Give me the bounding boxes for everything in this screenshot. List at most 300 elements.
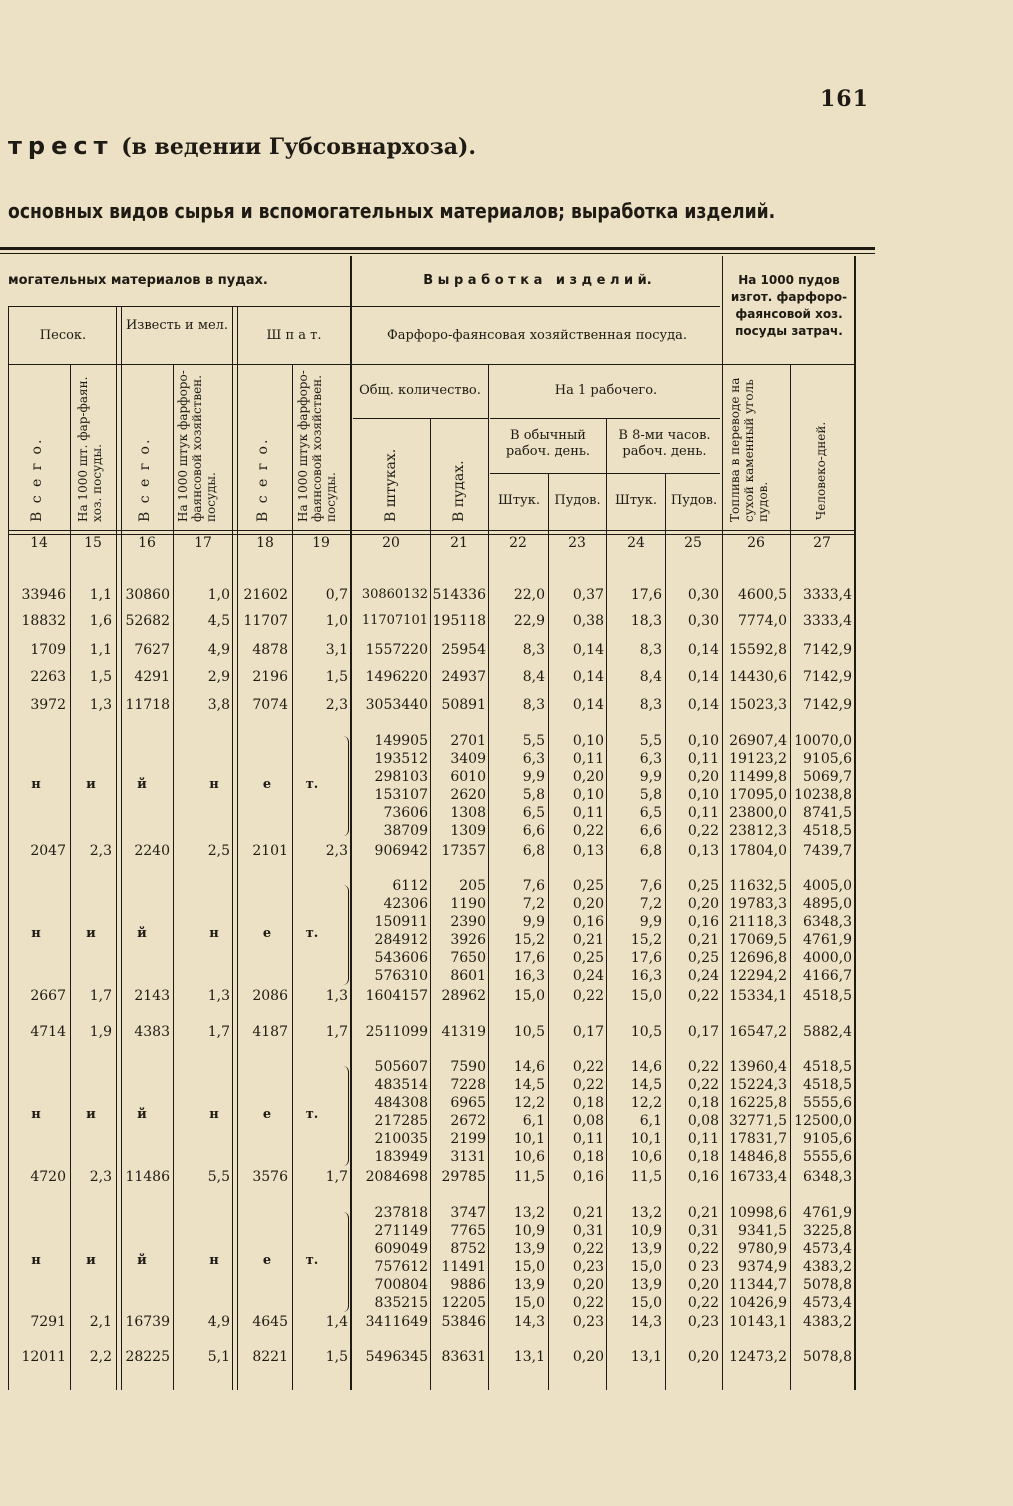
table-cell: 0,14 xyxy=(687,697,719,713)
table-cell: 5,5 xyxy=(639,733,662,749)
table-cell: 0,21 xyxy=(687,932,719,948)
table-cell: 10,5 xyxy=(513,1024,545,1040)
table-cell: 11707101 xyxy=(361,613,428,628)
table-cell: 17,6 xyxy=(630,587,662,603)
table-cell: 10143,1 xyxy=(729,1314,787,1330)
table-cell: 2084698 xyxy=(365,1169,428,1185)
table-cell: 7774,0 xyxy=(738,613,787,629)
table-cell: 1,5 xyxy=(325,669,348,685)
table-cell: 9780,9 xyxy=(738,1241,787,1257)
table-cell: 0,22 xyxy=(572,988,604,1004)
table-cell: 2,2 xyxy=(89,1349,112,1365)
table-cell: 1,5 xyxy=(325,1349,348,1365)
table-cell: 0,08 xyxy=(687,1113,719,1129)
table-cell: 17357 xyxy=(441,843,486,859)
table-cell: 0,21 xyxy=(572,932,604,948)
table-cell: 53846 xyxy=(441,1314,486,1330)
table-cell: 3053440 xyxy=(365,697,428,713)
table-cell: 5078,8 xyxy=(803,1277,852,1293)
table-cell: 6,5 xyxy=(639,805,662,821)
table-cell: 5,5 xyxy=(207,1169,230,1185)
table-cell: 0,18 xyxy=(572,1149,604,1165)
table-cell: 2511099 xyxy=(365,1024,428,1040)
table-cell: 6,8 xyxy=(639,843,662,859)
table-cell: 12,2 xyxy=(630,1095,662,1111)
table-cell: 0,20 xyxy=(572,1277,604,1293)
output-header: В ы р а б о т к а и з д е л и й. xyxy=(423,273,652,288)
table-cell: 484308 xyxy=(374,1095,428,1111)
table-cell: 5882,4 xyxy=(803,1024,852,1040)
table-cell: 0,14 xyxy=(572,669,604,685)
net-word: й xyxy=(137,777,147,792)
net-word: н xyxy=(31,926,41,941)
table-cell: 6,3 xyxy=(522,751,545,767)
table-cell: 0,7 xyxy=(325,587,348,603)
table-cell: 576310 xyxy=(374,968,428,984)
table-cell: 4383 xyxy=(134,1024,170,1040)
table-cell: 0,13 xyxy=(572,843,604,859)
table-cell: 22,9 xyxy=(513,613,545,629)
table-cell: 0 23 xyxy=(687,1259,719,1275)
table-cell: 15023,3 xyxy=(729,697,787,713)
table-cell: 0,21 xyxy=(572,1205,604,1221)
table-cell: 21602 xyxy=(243,587,288,603)
table-subtitle: основных видов сырья и вспомогательных материалов; выработка изделий. xyxy=(8,199,776,223)
table-cell: 5,1 xyxy=(207,1349,230,1365)
table-cell: 4000,0 xyxy=(803,950,852,966)
table-cell: 7142,9 xyxy=(803,697,852,713)
table-cell: 11499,8 xyxy=(729,769,787,785)
table-cell: 8,3 xyxy=(522,642,545,658)
table-cell: 3409 xyxy=(450,751,486,767)
table-cell: 4383,2 xyxy=(803,1314,852,1330)
table-cell: 13,9 xyxy=(630,1241,662,1257)
table-cell: 13,2 xyxy=(513,1205,545,1221)
table-cell: 0,13 xyxy=(687,843,719,859)
table-cell: 8,3 xyxy=(639,642,662,658)
table-cell: 0,20 xyxy=(572,896,604,912)
col-rule xyxy=(548,473,549,1390)
col-rule xyxy=(665,473,666,1390)
table-cell: 2263 xyxy=(30,669,66,685)
group-brace xyxy=(340,1212,349,1312)
table-cell: 2390 xyxy=(450,914,486,930)
table-cell: 5496345 xyxy=(365,1349,428,1365)
table-cell: 19783,3 xyxy=(729,896,787,912)
table-cell: 11707 xyxy=(243,613,288,629)
table-cell: 7228 xyxy=(450,1077,486,1093)
net-word: и xyxy=(86,926,96,941)
table-cell: 6,1 xyxy=(522,1113,545,1129)
table-cell: 4518,5 xyxy=(803,823,852,839)
table-cell: 6965 xyxy=(450,1095,486,1111)
table-cell: 5,8 xyxy=(522,787,545,803)
table-cell: 0,10 xyxy=(572,733,604,749)
sht-header-2: Штук. xyxy=(615,493,657,508)
table-cell: 8,4 xyxy=(522,669,545,685)
table-cell: 0,11 xyxy=(572,751,604,767)
table-cell: 4166,7 xyxy=(803,968,852,984)
total-qty-header: Общ. количество. xyxy=(359,383,481,398)
col-rule xyxy=(121,306,122,1390)
table-cell: 2,1 xyxy=(89,1314,112,1330)
table-cell: 11,5 xyxy=(513,1169,545,1185)
table-cell: 0,14 xyxy=(572,697,604,713)
table-cell: 13,9 xyxy=(630,1277,662,1293)
table-cell: 4291 xyxy=(134,669,170,685)
table-cell: 6,6 xyxy=(639,823,662,839)
table-cell: 150911 xyxy=(374,914,428,930)
table-cell: 2701 xyxy=(450,733,486,749)
table-cell: 0,22 xyxy=(687,1241,719,1257)
table-cell: 15334,1 xyxy=(729,988,787,1004)
table-cell: 8221 xyxy=(252,1349,288,1365)
table-cell: 12473,2 xyxy=(729,1349,787,1365)
net-word: й xyxy=(137,926,147,941)
table-cell: 3747 xyxy=(450,1205,486,1221)
table-cell: 52682 xyxy=(125,613,170,629)
table-cell: 41319 xyxy=(441,1024,486,1040)
table-cell: 19123,2 xyxy=(729,751,787,767)
table-cell: 2101 xyxy=(252,843,288,859)
table-cell: 13,2 xyxy=(630,1205,662,1221)
table-cell: 3411649 xyxy=(365,1314,428,1330)
table-cell: 0,30 xyxy=(687,613,719,629)
column-number: 23 xyxy=(568,535,586,551)
table-cell: 4878 xyxy=(252,642,288,658)
table-cell: 0,11 xyxy=(572,805,604,821)
table-cell: 6112 xyxy=(392,878,428,894)
table-cell: 183949 xyxy=(374,1149,428,1165)
table-cell: 237818 xyxy=(374,1205,428,1221)
table-cell: 42306 xyxy=(383,896,428,912)
table-cell: 7439,7 xyxy=(803,843,852,859)
group-brace xyxy=(340,736,349,836)
table-cell: 11632,5 xyxy=(729,878,787,894)
table-cell: 1,3 xyxy=(89,697,112,713)
sht-header: Штук. xyxy=(498,493,540,508)
table-cell: 1,5 xyxy=(89,669,112,685)
column-number: 25 xyxy=(684,535,702,551)
table-cell: 4005,0 xyxy=(803,878,852,894)
spar-header: Ш п а т. xyxy=(266,328,322,343)
table-cell: 9,9 xyxy=(522,914,545,930)
col-rule xyxy=(237,306,238,1390)
table-cell: 18832 xyxy=(21,613,66,629)
table-cell: 4895,0 xyxy=(803,896,852,912)
table-cell: 24937 xyxy=(441,669,486,685)
net-word: н xyxy=(31,1107,41,1122)
table-cell: 23800,0 xyxy=(729,805,787,821)
table-cell: 0,14 xyxy=(687,669,719,685)
net-word: е xyxy=(262,777,272,792)
table-cell: 2086 xyxy=(252,988,288,1004)
table-cell: 21118,3 xyxy=(729,914,787,930)
table-cell: 0,22 xyxy=(687,1295,719,1311)
table-cell: 0,21 xyxy=(687,1205,719,1221)
table-cell: 14,3 xyxy=(513,1314,545,1330)
table-cell: 1,7 xyxy=(89,988,112,1004)
per1000-header: На 1000 пудов изгот. фарфоро-фаянсовой хоз. посуды затрач. xyxy=(730,273,848,338)
table-cell: 16,3 xyxy=(513,968,545,984)
table-cell: 8,4 xyxy=(639,669,662,685)
table-cell: 1,0 xyxy=(207,587,230,603)
table-cell: 6,8 xyxy=(522,843,545,859)
net-word: н xyxy=(209,926,219,941)
net-word: н xyxy=(209,1253,219,1268)
column-number: 27 xyxy=(813,535,831,551)
table-cell: 195118 xyxy=(432,613,486,629)
table-cell: 15,0 xyxy=(513,1295,545,1311)
table-cell: 205 xyxy=(459,878,486,894)
table-cell: 0,11 xyxy=(687,751,719,767)
table-cell: 10,6 xyxy=(513,1149,545,1165)
table-cell: 0,10 xyxy=(687,787,719,803)
table-cell: 7590 xyxy=(450,1059,486,1075)
table-cell: 0,20 xyxy=(572,769,604,785)
table-cell: 5,8 xyxy=(639,787,662,803)
table-cell: 0,22 xyxy=(572,823,604,839)
net-word: й xyxy=(137,1253,147,1268)
col-rule xyxy=(430,418,431,1390)
table-cell: 18,3 xyxy=(630,613,662,629)
table-cell: 0,22 xyxy=(687,988,719,1004)
table-cell: 1309 xyxy=(450,823,486,839)
table-cell: 7,2 xyxy=(522,896,545,912)
table-cell: 9105,6 xyxy=(803,751,852,767)
column-number: 15 xyxy=(84,535,102,551)
table-cell: 483514 xyxy=(374,1077,428,1093)
table-cell: 757612 xyxy=(374,1259,428,1275)
table-cell: 33946 xyxy=(21,587,66,603)
table-cell: 2667 xyxy=(30,988,66,1004)
page-number: 161 xyxy=(820,86,869,112)
table-cell: 3333,4 xyxy=(803,587,852,603)
table-cell: 23812,3 xyxy=(729,823,787,839)
table-cell: 0,24 xyxy=(687,968,719,984)
table-cell: 29785 xyxy=(441,1169,486,1185)
table-cell: 2672 xyxy=(450,1113,486,1129)
table-cell: 0,11 xyxy=(687,805,719,821)
per-worker-header: На 1 рабочего. xyxy=(554,383,658,398)
table-cell: 10,1 xyxy=(630,1131,662,1147)
table-cell: 2196 xyxy=(252,669,288,685)
table-cell: 4518,5 xyxy=(803,1077,852,1093)
table-cell: 3576 xyxy=(252,1169,288,1185)
table-cell: 17069,5 xyxy=(729,932,787,948)
table-cell: 0,24 xyxy=(572,968,604,984)
table-cell: 1,9 xyxy=(89,1024,112,1040)
table-cell: 22,0 xyxy=(513,587,545,603)
sand-header: Песок. xyxy=(39,328,87,343)
table-cell: 0,22 xyxy=(687,823,719,839)
col-rule xyxy=(722,256,723,1390)
aux-materials-header: могательных материалов в пудах. xyxy=(8,273,268,288)
table-cell: 13,9 xyxy=(513,1277,545,1293)
table-cell: 0,20 xyxy=(687,769,719,785)
table-cell: 0,25 xyxy=(572,878,604,894)
table-cell: 12696,8 xyxy=(729,950,787,966)
table-cell: 10426,9 xyxy=(729,1295,787,1311)
rule xyxy=(353,306,720,307)
group-brace xyxy=(340,885,349,985)
table-cell: 6,1 xyxy=(639,1113,662,1129)
table-cell: 15,0 xyxy=(630,1295,662,1311)
table-cell: 4761,9 xyxy=(803,1205,852,1221)
rule xyxy=(353,418,488,419)
table-cell: 9105,6 xyxy=(803,1131,852,1147)
table-cell: 17831,7 xyxy=(729,1131,787,1147)
table-cell: 1,3 xyxy=(325,988,348,1004)
page-title xyxy=(8,132,476,160)
table-cell: 4,9 xyxy=(207,642,230,658)
table-cell: 0,18 xyxy=(687,1149,719,1165)
net-word: и xyxy=(86,1253,96,1268)
table-cell: 30860 xyxy=(125,587,170,603)
vert-total-spar: В с е г о. xyxy=(255,437,271,522)
table-cell: 3926 xyxy=(450,932,486,948)
table-cell: 3333,4 xyxy=(803,613,852,629)
table-cell: 298103 xyxy=(374,769,428,785)
title-rest: (в ведении Губсовнархоза). xyxy=(121,134,477,160)
table-cell: 4383,2 xyxy=(803,1259,852,1275)
rule xyxy=(490,418,720,419)
table-cell: 7,6 xyxy=(639,878,662,894)
net-word: н xyxy=(209,1107,219,1122)
table-cell: 2240 xyxy=(134,843,170,859)
table-cell: 7627 xyxy=(134,642,170,658)
table-cell: 9886 xyxy=(450,1277,486,1293)
table-cell: 2,3 xyxy=(325,843,348,859)
column-number: 16 xyxy=(138,535,156,551)
net-word: н xyxy=(31,1253,41,1268)
table-cell: 1308 xyxy=(450,805,486,821)
normal-day-header: В обычный рабоч. день. xyxy=(505,428,591,459)
table-cell: 1,1 xyxy=(89,642,112,658)
table-cell: 8601 xyxy=(450,968,486,984)
table-cell: 15224,3 xyxy=(729,1077,787,1093)
table-cell: 0,10 xyxy=(687,733,719,749)
table-cell: 3225,8 xyxy=(803,1223,852,1239)
table-cell: 10,6 xyxy=(630,1149,662,1165)
table-cell: 13,9 xyxy=(513,1241,545,1257)
vert-total-sand: В с е г о. xyxy=(29,437,45,522)
table-cell: 7650 xyxy=(450,950,486,966)
table-cell: 0,18 xyxy=(572,1095,604,1111)
table-cell: 0,23 xyxy=(687,1314,719,1330)
col-rule xyxy=(232,306,233,1390)
table-cell: 0,16 xyxy=(572,914,604,930)
table-cell: 1709 xyxy=(30,642,66,658)
table-cell: 0,37 xyxy=(572,587,604,603)
table-cell: 0,22 xyxy=(572,1059,604,1075)
table-cell: 0,25 xyxy=(687,950,719,966)
table-cell: 7074 xyxy=(252,697,288,713)
table-cell: 4187 xyxy=(252,1024,288,1040)
table-cell: 9374,9 xyxy=(738,1259,787,1275)
table-cell: 271149 xyxy=(374,1223,428,1239)
table-cell: 12205 xyxy=(441,1295,486,1311)
rule xyxy=(490,473,720,474)
table-cell: 0,14 xyxy=(572,642,604,658)
table-cell: 3,8 xyxy=(207,697,230,713)
table-cell: 5555,6 xyxy=(803,1149,852,1165)
table-cell: 14,6 xyxy=(513,1059,545,1075)
table-cell: 1604157 xyxy=(365,988,428,1004)
table-cell: 5078,8 xyxy=(803,1349,852,1365)
table-cell: 0,16 xyxy=(687,914,719,930)
table-cell: 4720 xyxy=(30,1169,66,1185)
table-cell: 10,5 xyxy=(630,1024,662,1040)
col-rule xyxy=(606,418,607,1390)
table-cell: 1,7 xyxy=(207,1024,230,1040)
rule xyxy=(8,306,353,307)
pud-header-2: Пудов. xyxy=(670,493,718,508)
vert-sand-per1000: На 1000 шт. фар-фаян. хоз. посуды. xyxy=(76,376,104,522)
lime-header: Известь и мел. xyxy=(125,318,229,333)
table-cell: 12294,2 xyxy=(729,968,787,984)
table-cell: 0,10 xyxy=(572,787,604,803)
table-cell: 6,6 xyxy=(522,823,545,839)
table-top-rule-2 xyxy=(0,253,875,254)
table-cell: 15,0 xyxy=(630,1259,662,1275)
eight-hour-header: В 8-ми часов. рабоч. день. xyxy=(618,428,711,459)
table-cell: 4573,4 xyxy=(803,1295,852,1311)
table-cell: 3972 xyxy=(30,697,66,713)
table-cell: 2620 xyxy=(450,787,486,803)
table-cell: 1,0 xyxy=(325,613,348,629)
table-cell: 8752 xyxy=(450,1241,486,1257)
table-cell: 14,5 xyxy=(630,1077,662,1093)
table-cell: 28962 xyxy=(441,988,486,1004)
table-cell: 0,20 xyxy=(687,1349,719,1365)
table-cell: 0,22 xyxy=(572,1295,604,1311)
table-cell: 28225 xyxy=(125,1349,170,1365)
table-cell: 11486 xyxy=(125,1169,170,1185)
table-cell: 193512 xyxy=(374,751,428,767)
table-cell: 0,22 xyxy=(687,1059,719,1075)
table-cell: 4518,5 xyxy=(803,988,852,1004)
table-cell: 3,1 xyxy=(325,642,348,658)
table-cell: 4518,5 xyxy=(803,1059,852,1075)
net-word: й xyxy=(137,1107,147,1122)
table-cell: 0,31 xyxy=(687,1223,719,1239)
group-brace xyxy=(340,1066,349,1166)
net-word: е xyxy=(262,1253,272,1268)
column-number: 18 xyxy=(256,535,274,551)
table-cell: 2143 xyxy=(134,988,170,1004)
table-cell: 6,3 xyxy=(639,751,662,767)
table-cell: 11718 xyxy=(125,697,170,713)
table-cell: 700804 xyxy=(374,1277,428,1293)
table-cell: 4645 xyxy=(252,1314,288,1330)
column-number: 14 xyxy=(30,535,48,551)
table-cell: 1,3 xyxy=(207,988,230,1004)
table-cell: 17804,0 xyxy=(729,843,787,859)
table-cell: 25954 xyxy=(441,642,486,658)
table-cell: 17,6 xyxy=(630,950,662,966)
title-word: трест xyxy=(8,132,114,160)
table-cell: 0,22 xyxy=(687,1077,719,1093)
table-cell: 6,5 xyxy=(522,805,545,821)
table-cell: 15,0 xyxy=(630,988,662,1004)
table-cell: 543606 xyxy=(374,950,428,966)
table-cell: 4714 xyxy=(30,1024,66,1040)
table-cell: 0,20 xyxy=(572,1349,604,1365)
table-cell: 6348,3 xyxy=(803,1169,852,1185)
table-cell: 4573,4 xyxy=(803,1241,852,1257)
table-cell: 11,5 xyxy=(630,1169,662,1185)
